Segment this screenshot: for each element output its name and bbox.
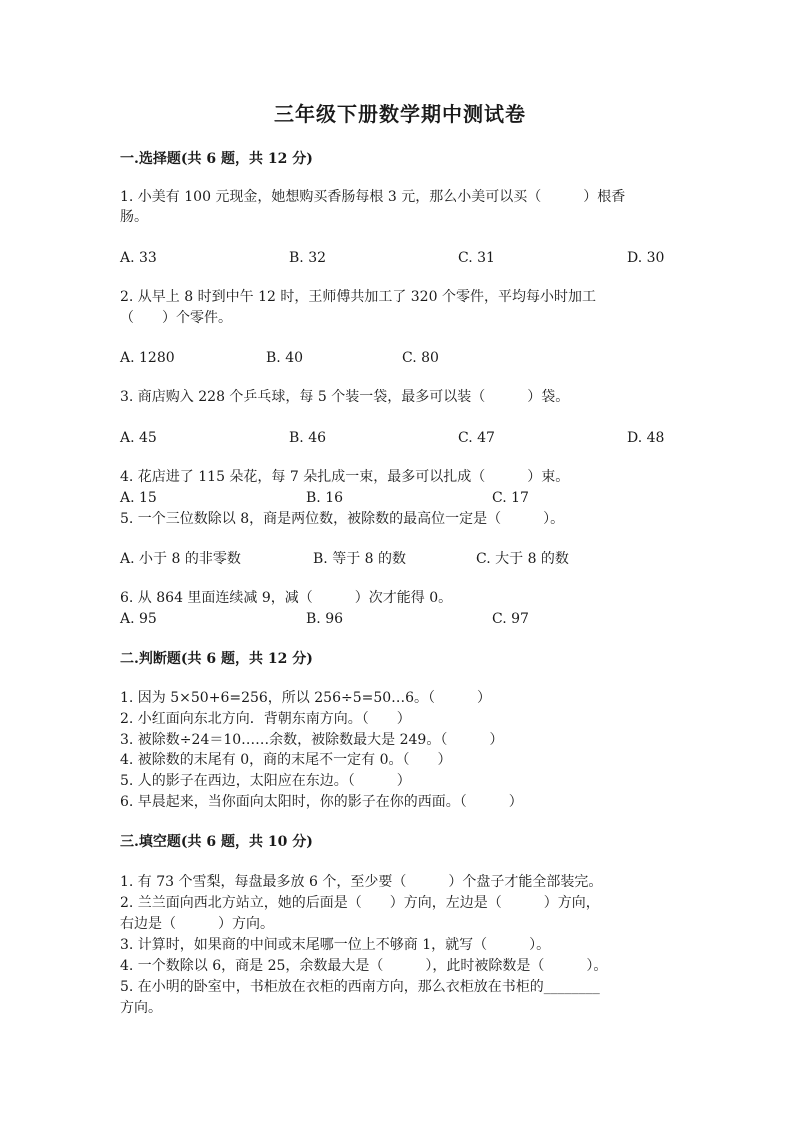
option-d: D. 30	[627, 250, 665, 266]
judgement-item: 5. 人的影子在西边，太阳应在东边。（ ）	[120, 773, 411, 789]
option-b: B. 46	[289, 430, 327, 446]
section-header: 一.选择题(共 6 题，共 12 分)	[120, 151, 313, 167]
option-b: B. 等于 8 的数	[313, 551, 406, 567]
fill-item: 方向。	[120, 1000, 162, 1016]
section-header: 三.填空题(共 6 题，共 10 分)	[120, 834, 313, 850]
option-b: B. 40	[266, 350, 304, 366]
option-a: A. 45	[120, 430, 157, 446]
question-text: 2. 从早上 8 时到中午 12 时，王师傅共加工了 320 个零件，平均每小时加工	[120, 289, 596, 305]
question-text: 3. 商店购入 228 个乒乓球，每 5 个装一袋，最多可以装（ ）袋。	[120, 389, 570, 405]
option-c: C. 80	[402, 350, 439, 366]
judgement-item: 1. 因为 5×50+6=256，所以 256÷5=50…6。（ ）	[120, 690, 492, 706]
fill-item: 1. 有 73 个雪梨，每盘最多放 6 个，至少要（ ）个盘子才能全部装完。	[120, 874, 603, 890]
question-text: 1. 小美有 100 元现金，她想购买香肠每根 3 元，那么小美可以买（ ）根香	[120, 189, 626, 205]
question-text: （ ）个零件。	[120, 310, 232, 326]
judgement-item: 6. 早晨起来，当你面向太阳时，你的影子在你的西面。（ ）	[120, 794, 523, 810]
question-text: 5. 一个三位数除以 8，商是两位数，被除数的最高位一定是（ ）。	[120, 511, 565, 527]
page-title: 三年级下册数学期中测试卷	[274, 102, 526, 126]
option-d: D. 48	[627, 430, 665, 446]
option-a: A. 33	[120, 250, 157, 266]
question-text: 4. 花店进了 115 朵花，每 7 朵扎成一束，最多可以扎成（ ）束。	[120, 469, 570, 485]
judgement-item: 2. 小红面向东北方向．背朝东南方向。（ ）	[120, 711, 411, 727]
option-a: A. 小于 8 的非零数	[120, 551, 241, 567]
option-b: B. 16	[306, 490, 344, 506]
question-text: 肠。	[120, 209, 148, 225]
fill-item: 4. 一个数除以 6，商是 25，余数最大是（ ），此时被除数是（ ）。	[120, 958, 608, 974]
fill-item: 右边是（ ）方向。	[120, 916, 274, 932]
section-header: 二.判断题(共 6 题，共 12 分)	[120, 651, 313, 667]
judgement-item: 3. 被除数÷24＝10……余数，被除数最大是 249。（ ）	[120, 732, 504, 748]
fill-item: 3. 计算时，如果商的中间或末尾哪一位上不够商 1，就写（ ）。	[120, 937, 551, 953]
fill-item: 5. 在小明的卧室中，书柜放在衣柜的西南方向，那么衣柜放在书柜的________	[120, 979, 600, 995]
option-a: A. 15	[120, 490, 157, 506]
fill-item: 2. 兰兰面向西北方站立，她的后面是（ ）方向，左边是（ ）方向，	[120, 895, 600, 911]
option-a: A. 95	[120, 611, 157, 627]
judgement-item: 4. 被除数的末尾有 0，商的末尾不一定有 0。（ ）	[120, 752, 452, 768]
option-c: C. 17	[492, 490, 529, 506]
option-c: C. 97	[492, 611, 529, 627]
option-a: A. 1280	[120, 350, 175, 366]
option-c: C. 31	[458, 250, 495, 266]
option-b: B. 96	[306, 611, 344, 627]
option-b: B. 32	[289, 250, 327, 266]
option-c: C. 大于 8 的数	[476, 551, 569, 567]
question-text: 6. 从 864 里面连续减 9，减（ ）次才能得 0。	[120, 590, 453, 606]
option-c: C. 47	[458, 430, 495, 446]
